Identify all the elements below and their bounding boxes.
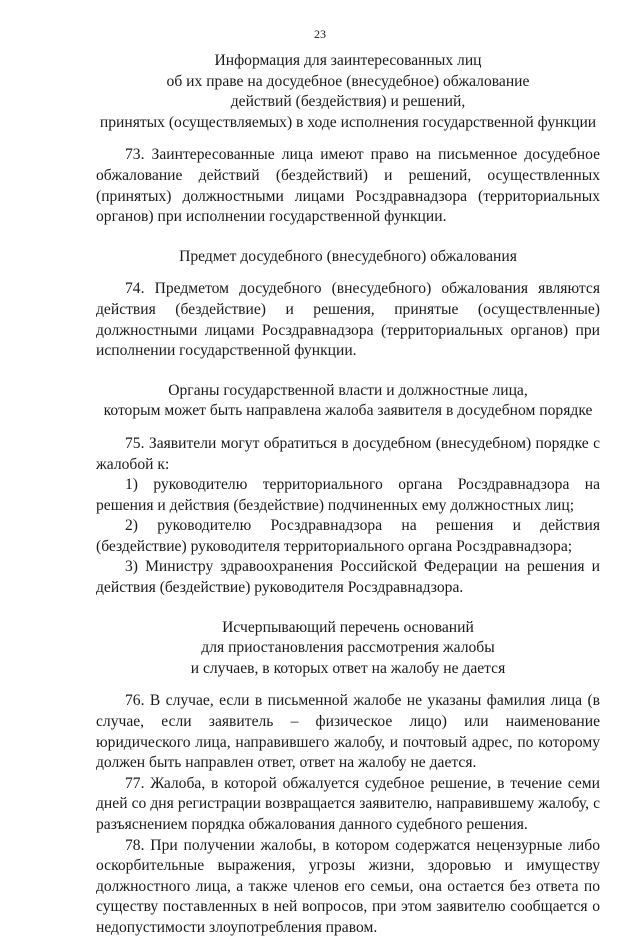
- heading-line: Предмет досудебного (внесудебного) обжалования: [179, 247, 517, 265]
- section-heading-subject: [96, 247, 600, 268]
- heading-line: Исчерпывающий перечень оснований: [222, 618, 474, 636]
- heading-line: принятых (осуществляемых) в ходе исполнения государственной функции: [99, 113, 597, 131]
- section-heading-bodies: [96, 381, 600, 422]
- heading-line: действий (бездействия) и решений,: [230, 93, 466, 111]
- heading-line: и случаев, в которых ответ на жалобу не дается: [190, 659, 506, 677]
- heading-line: об их праве на досудебное (внесудебное) обжалование: [166, 72, 530, 90]
- list-item-2: 2) руководителю Росздравнадзора на решения и действия (бездействие) руководителя территориального органа Росздравнадзора;: [96, 517, 600, 555]
- document-body: [96, 51, 600, 939]
- heading-line: Информация для заинтересованных лиц: [214, 52, 482, 69]
- paragraph-75: 75. Заявители могут обратиться в досудебном (внесудебном) порядке с жалобой к:: [96, 434, 600, 473]
- page-number: 23: [314, 27, 326, 41]
- paragraph-76: 76. В случае, если в письменной жалобе не указаны фамилия лица (в случае, если заявитель – физическое лицо) или наименование юридического лица, направившего жалобу, и почтовый адрес, по которому должен быть направлен ответ, ответ на жалобу не дается.: [96, 692, 600, 772]
- heading-line: Органы государственной власти и должностные лица,: [168, 381, 528, 399]
- paragraph-73: 73. Заинтересованные лица имеют право на письменное досудебное обжалование действий (бездействий) и решений, осуществленных (принятых) должностными лицами Росздравнадзора (территориальных органов) при исполнении государственной функции.: [96, 146, 600, 226]
- paragraph-74: 74. Предметом досудебного (внесудебного) обжалования являются действия (бездействие) и решения, принятые (осуществленные) должностными лицами Росздравнадзора (территориальных органов) при исполнении государственной функции.: [96, 280, 600, 360]
- list-item-1: 1) руководителю территориального органа Росздравнадзора на решения и действия (бездействие) подчиненных ему должностных лиц;: [96, 476, 600, 514]
- list-item-3: 3) Министру здравоохранения Российской Федерации на решения и действия (бездействие) руководителя Росздравнадзора.: [96, 558, 600, 597]
- section-heading-grounds: [96, 618, 600, 680]
- heading-line: для приостановления рассмотрения жалобы: [201, 639, 495, 657]
- heading-line: которым может быть направлена жалоба заявителя в досудебном порядке: [103, 402, 593, 420]
- paragraph-78: 78. При получении жалобы, в котором содержатся нецензурные либо оскорбительные выражения, угрозы жизни, здоровью и имуществу должностного лица, а также членов его семьи, она остается без ответа по существу поставленных в ней вопросов, при этом заявителю сообщается о недопустимости злоупотребления правом.: [96, 836, 600, 936]
- paragraph-77: 77. Жалоба, в которой обжалуется судебное решение, в течение семи дней со дня регистрации возвращается заявителю, направившему жалобу, с разъяснением порядка обжалования данного судебного решения.: [96, 774, 600, 833]
- section-heading-info: [96, 51, 600, 133]
